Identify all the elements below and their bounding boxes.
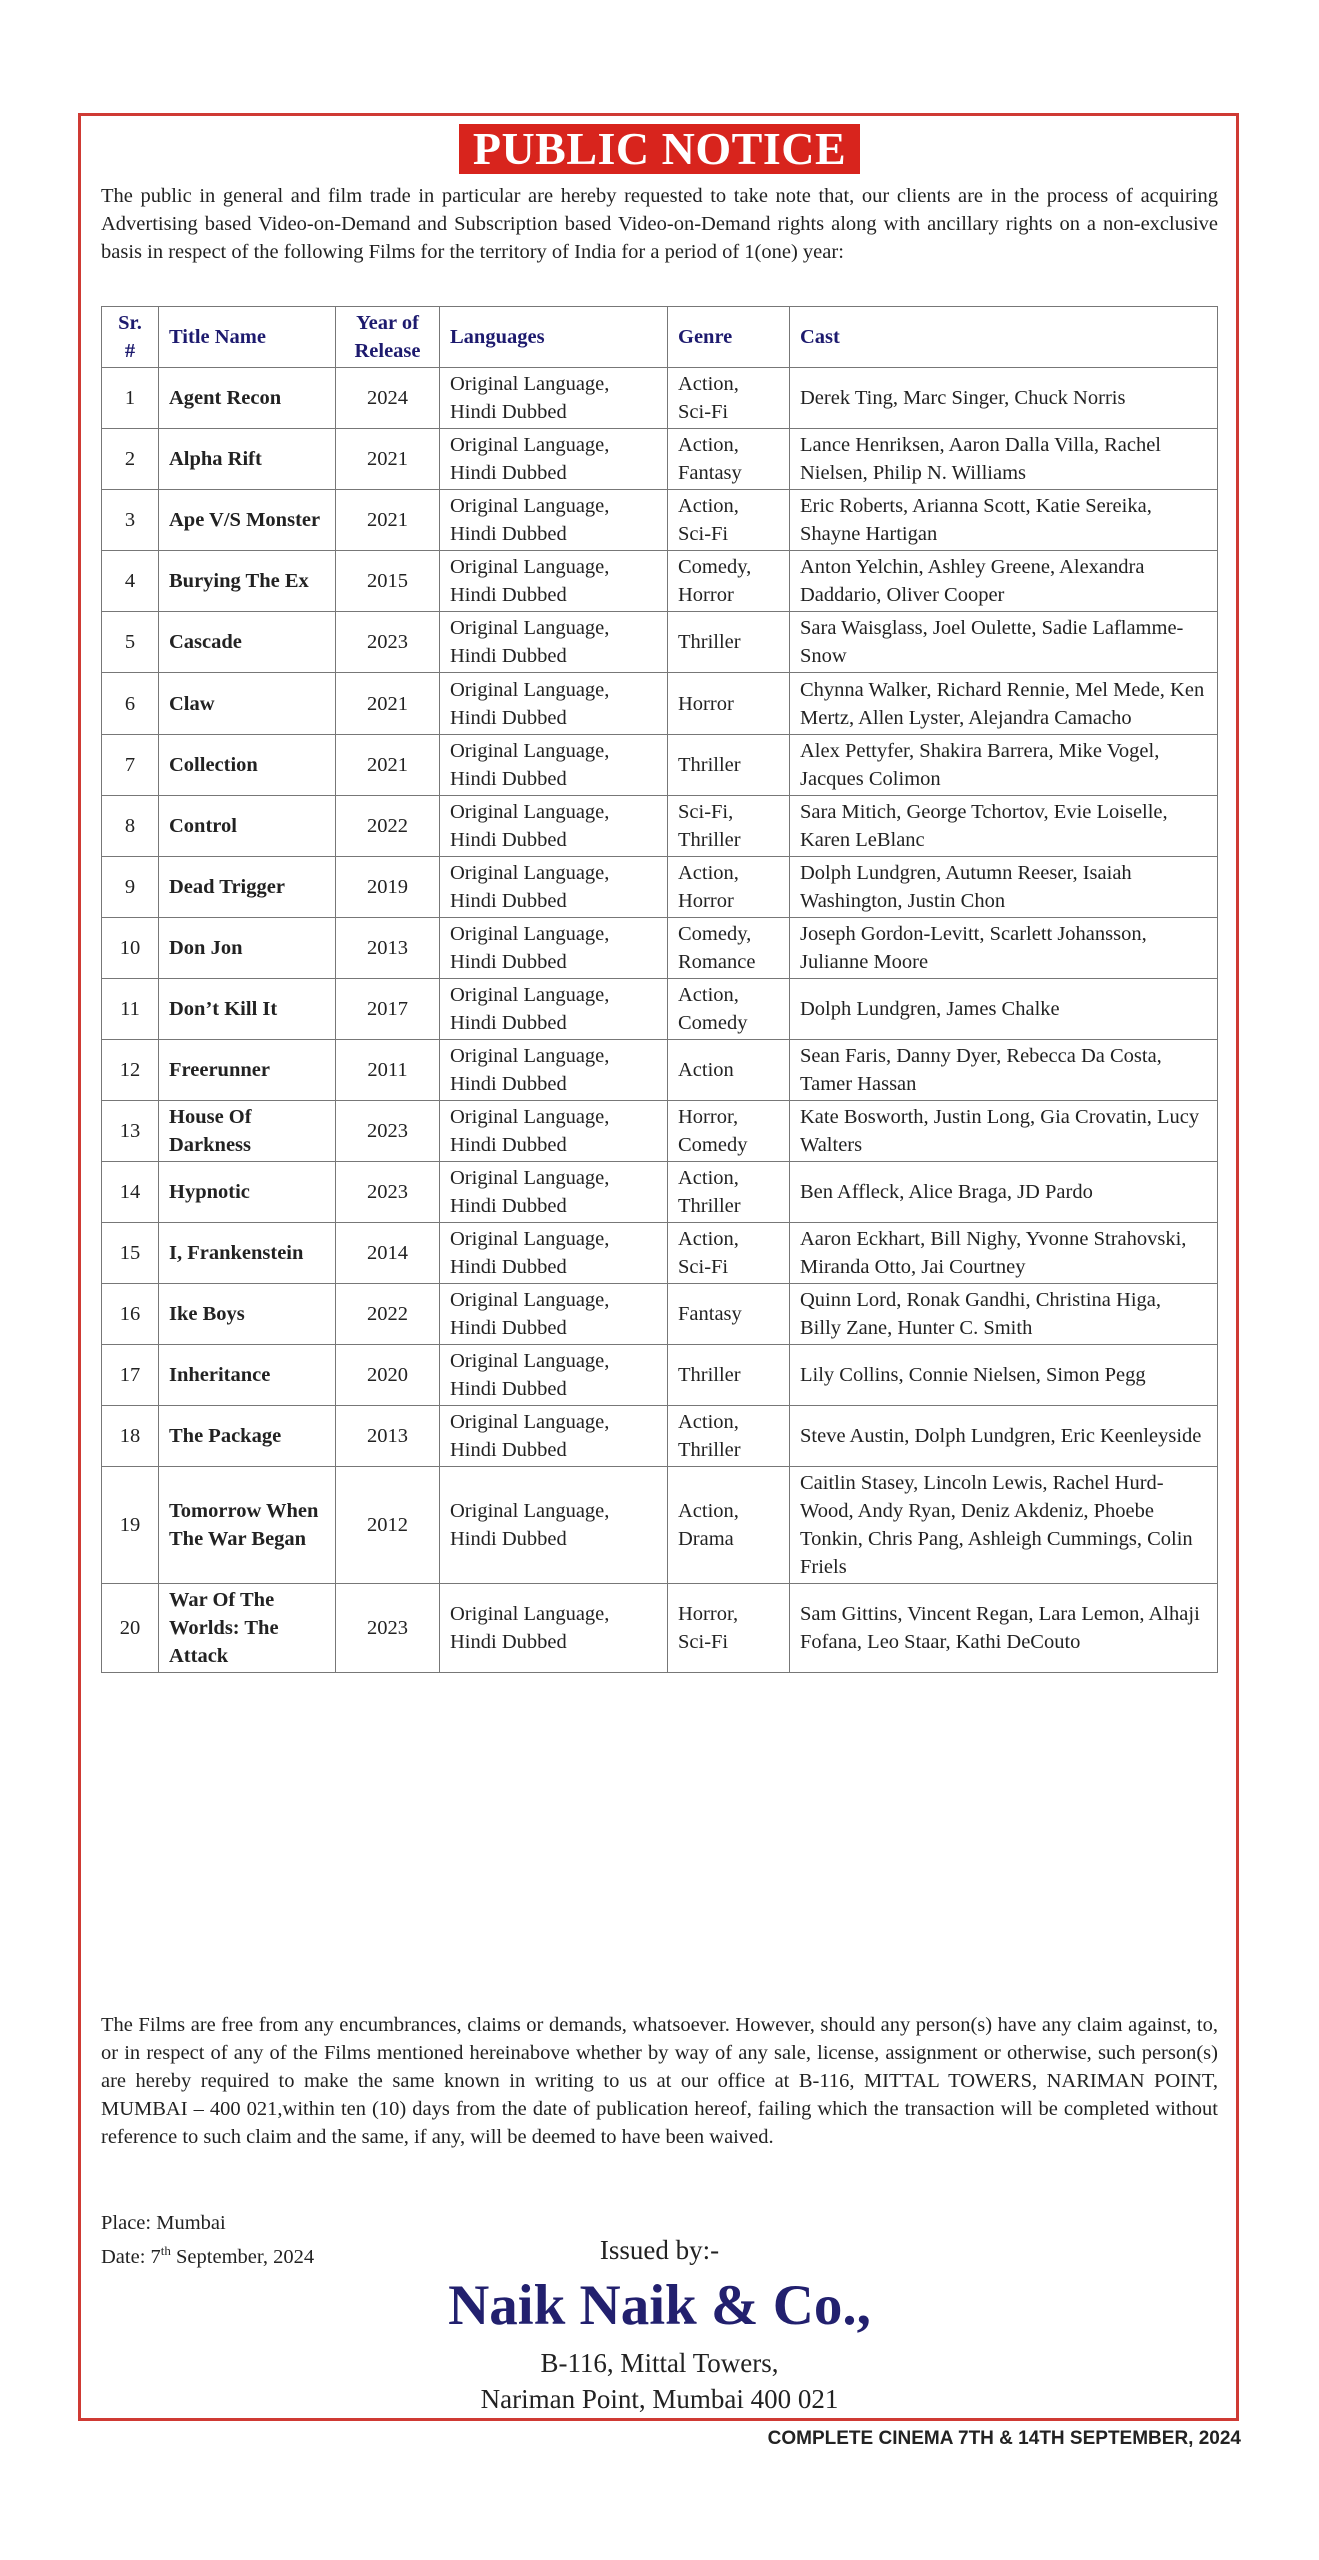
cell-year: 2023 bbox=[336, 1101, 440, 1162]
cell-cast: Anton Yelchin, Ashley Greene, Alexandra Daddario, Oliver Cooper bbox=[790, 551, 1218, 612]
cell-genre: Comedy, Horror bbox=[668, 551, 790, 612]
cell-genre: Fantasy bbox=[668, 1284, 790, 1345]
cell-year: 2014 bbox=[336, 1223, 440, 1284]
cell-sr: 5 bbox=[102, 612, 159, 673]
cell-title: Ike Boys bbox=[159, 1284, 336, 1345]
cell-cast: Sean Faris, Danny Dyer, Rebecca Da Costa, Tamer Hassan bbox=[790, 1040, 1218, 1101]
table-header-row bbox=[102, 307, 1218, 368]
cell-languages: Original Language, Hindi Dubbed bbox=[440, 857, 668, 918]
cell-year: 2013 bbox=[336, 918, 440, 979]
cell-title: Alpha Rift bbox=[159, 429, 336, 490]
cell-title: Hypnotic bbox=[159, 1162, 336, 1223]
cell-year: 2021 bbox=[336, 673, 440, 735]
table-row bbox=[102, 1223, 1218, 1284]
cell-title: Don’t Kill It bbox=[159, 979, 336, 1040]
cell-genre: Thriller bbox=[668, 735, 790, 796]
cell-sr: 16 bbox=[102, 1284, 159, 1345]
cell-year: 2023 bbox=[336, 1162, 440, 1223]
table-row bbox=[102, 1284, 1218, 1345]
cell-sr: 12 bbox=[102, 1040, 159, 1101]
cell-title: Dead Trigger bbox=[159, 857, 336, 918]
header-genre: Genre bbox=[668, 307, 790, 368]
table-row bbox=[102, 673, 1218, 735]
cell-languages: Original Language, Hindi Dubbed bbox=[440, 1223, 668, 1284]
cell-languages: Original Language, Hindi Dubbed bbox=[440, 368, 668, 429]
title-container bbox=[0, 124, 1319, 174]
cell-sr: 20 bbox=[102, 1584, 159, 1673]
cell-title: Cascade bbox=[159, 612, 336, 673]
cell-languages: Original Language, Hindi Dubbed bbox=[440, 612, 668, 673]
cell-sr: 19 bbox=[102, 1467, 159, 1584]
cell-cast: Aaron Eckhart, Bill Nighy, Yvonne Strahovski, Miranda Otto, Jai Courtney bbox=[790, 1223, 1218, 1284]
cell-title: Inheritance bbox=[159, 1345, 336, 1406]
firm-address-line1: B-116, Mittal Towers, bbox=[540, 2348, 779, 2378]
cell-cast: Kate Bosworth, Justin Long, Gia Crovatin, Lucy Walters bbox=[790, 1101, 1218, 1162]
table-row bbox=[102, 857, 1218, 918]
cell-genre: Action, Thriller bbox=[668, 1406, 790, 1467]
cell-languages: Original Language, Hindi Dubbed bbox=[440, 979, 668, 1040]
cell-year: 2013 bbox=[336, 1406, 440, 1467]
cell-sr: 8 bbox=[102, 796, 159, 857]
header-year: Year of Release bbox=[336, 307, 440, 368]
cell-sr: 9 bbox=[102, 857, 159, 918]
table-row bbox=[102, 368, 1218, 429]
cell-languages: Original Language, Hindi Dubbed bbox=[440, 490, 668, 551]
cell-year: 2022 bbox=[336, 1284, 440, 1345]
cell-sr: 11 bbox=[102, 979, 159, 1040]
table-row bbox=[102, 612, 1218, 673]
cell-languages: Original Language, Hindi Dubbed bbox=[440, 1101, 668, 1162]
cell-cast: Caitlin Stasey, Lincoln Lewis, Rachel Hurd-Wood, Andy Ryan, Deniz Akdeniz, Phoebe Tonkin, Chris Pang, Ashleigh Cummings, Colin Friels bbox=[790, 1467, 1218, 1584]
cell-title: Tomorrow When The War Began bbox=[159, 1467, 336, 1584]
intro-paragraph: The public in general and film trade in particular are hereby requested to take note that, our clients are in the process of acquiring Advertising based Video-on-Demand and Subscription based Video-on-Demand rights along with ancillary rights on a non-exclusive basis in respect of the following Films for the territory of India for a period of 1(one) year: bbox=[101, 185, 1218, 263]
cell-sr: 2 bbox=[102, 429, 159, 490]
cell-cast: Lily Collins, Connie Nielsen, Simon Pegg bbox=[790, 1345, 1218, 1406]
cell-languages: Original Language, Hindi Dubbed bbox=[440, 1162, 668, 1223]
cell-languages: Original Language, Hindi Dubbed bbox=[440, 1284, 668, 1345]
cell-sr: 4 bbox=[102, 551, 159, 612]
cell-year: 2012 bbox=[336, 1467, 440, 1584]
cell-cast: Quinn Lord, Ronak Gandhi, Christina Higa, Billy Zane, Hunter C. Smith bbox=[790, 1284, 1218, 1345]
cell-title: War Of The Worlds: The Attack bbox=[159, 1584, 336, 1673]
table-row bbox=[102, 1406, 1218, 1467]
cell-title: Agent Recon bbox=[159, 368, 336, 429]
publication-footer: COMPLETE CINEMA 7TH & 14TH SEPTEMBER, 2024 bbox=[767, 2428, 1241, 2449]
place-line: Place: Mumbai bbox=[101, 2212, 226, 2234]
cell-genre: Action, Sci-Fi bbox=[668, 1223, 790, 1284]
cell-sr: 14 bbox=[102, 1162, 159, 1223]
cell-genre: Action, Sci-Fi bbox=[668, 368, 790, 429]
cell-genre: Action, Thriller bbox=[668, 1162, 790, 1223]
table-row bbox=[102, 1162, 1218, 1223]
firm-address-line2: Nariman Point, Mumbai 400 021 bbox=[480, 2384, 839, 2414]
header-languages: Languages bbox=[440, 307, 668, 368]
cell-year: 2015 bbox=[336, 551, 440, 612]
cell-title: Claw bbox=[159, 673, 336, 735]
cell-year: 2017 bbox=[336, 979, 440, 1040]
cell-genre: Comedy, Romance bbox=[668, 918, 790, 979]
table-row bbox=[102, 551, 1218, 612]
cell-sr: 6 bbox=[102, 673, 159, 735]
cell-languages: Original Language, Hindi Dubbed bbox=[440, 1040, 668, 1101]
cell-languages: Original Language, Hindi Dubbed bbox=[440, 796, 668, 857]
cell-title: Don Jon bbox=[159, 918, 336, 979]
cell-title: Ape V/S Monster bbox=[159, 490, 336, 551]
cell-cast: Dolph Lundgren, Autumn Reeser, Isaiah Washington, Justin Chon bbox=[790, 857, 1218, 918]
cell-languages: Original Language, Hindi Dubbed bbox=[440, 1345, 668, 1406]
cell-genre: Horror, Sci-Fi bbox=[668, 1584, 790, 1673]
cell-languages: Original Language, Hindi Dubbed bbox=[440, 551, 668, 612]
table-row bbox=[102, 735, 1218, 796]
cell-title: Control bbox=[159, 796, 336, 857]
cell-languages: Original Language, Hindi Dubbed bbox=[440, 1406, 668, 1467]
films-table-body bbox=[102, 368, 1218, 1673]
cell-genre: Action bbox=[668, 1040, 790, 1101]
cell-languages: Original Language, Hindi Dubbed bbox=[440, 735, 668, 796]
cell-cast: Chynna Walker, Richard Rennie, Mel Mede, Ken Mertz, Allen Lyster, Alejandra Camacho bbox=[790, 673, 1218, 735]
cell-languages: Original Language, Hindi Dubbed bbox=[440, 918, 668, 979]
cell-cast: Eric Roberts, Arianna Scott, Katie Sereika, Shayne Hartigan bbox=[790, 490, 1218, 551]
cell-genre: Action, Fantasy bbox=[668, 429, 790, 490]
cell-cast: Alex Pettyfer, Shakira Barrera, Mike Vogel, Jacques Colimon bbox=[790, 735, 1218, 796]
cell-sr: 1 bbox=[102, 368, 159, 429]
cell-sr: 18 bbox=[102, 1406, 159, 1467]
cell-cast: Dolph Lundgren, James Chalke bbox=[790, 979, 1218, 1040]
cell-year: 2020 bbox=[336, 1345, 440, 1406]
cell-cast: Ben Affleck, Alice Braga, JD Pardo bbox=[790, 1162, 1218, 1223]
cell-year: 2022 bbox=[336, 796, 440, 857]
cell-title: The Package bbox=[159, 1406, 336, 1467]
cell-year: 2019 bbox=[336, 857, 440, 918]
cell-cast: Sam Gittins, Vincent Regan, Lara Lemon, Alhaji Fofana, Leo Staar, Kathi DeCouto bbox=[790, 1584, 1218, 1673]
cell-year: 2021 bbox=[336, 735, 440, 796]
cell-languages: Original Language, Hindi Dubbed bbox=[440, 429, 668, 490]
cell-sr: 3 bbox=[102, 490, 159, 551]
cell-genre: Sci-Fi, Thriller bbox=[668, 796, 790, 857]
cell-year: 2024 bbox=[336, 368, 440, 429]
cell-cast: Steve Austin, Dolph Lundgren, Eric Keenleyside bbox=[790, 1406, 1218, 1467]
table-row bbox=[102, 490, 1218, 551]
cell-title: I, Frankenstein bbox=[159, 1223, 336, 1284]
table-row bbox=[102, 1345, 1218, 1406]
films-table bbox=[101, 306, 1218, 1673]
cell-genre: Horror, Comedy bbox=[668, 1101, 790, 1162]
cell-year: 2023 bbox=[336, 612, 440, 673]
firm-name: Naik Naik & Co., bbox=[448, 2274, 871, 2337]
header-title: Title Name bbox=[159, 307, 336, 368]
date-line: Date: 7th September, 2024 bbox=[101, 2243, 315, 2268]
cell-cast: Joseph Gordon-Levitt, Scarlett Johansson, Julianne Moore bbox=[790, 918, 1218, 979]
closing-paragraph: The Films are free from any encumbrances, claims or demands, whatsoever. However, should any person(s) have any claim against, to, or in respect of any of the Films mentioned hereinabove whether by way of any sale, license, assignment or otherwise, such person(s) are hereby required to make the same known in writing to us at our office at B-116, MITTAL TOWERS, NARIMAN POINT, MUMBAI – 400 021,within ten (10) days from the date of publication hereof, failing which the transaction will be completed without reference to such claim and the same, if any, will be deemed to have been waived. bbox=[101, 2014, 1218, 2148]
cell-year: 2021 bbox=[336, 429, 440, 490]
cell-genre: Action, Comedy bbox=[668, 979, 790, 1040]
header-sr: Sr. # bbox=[102, 307, 159, 368]
cell-sr: 10 bbox=[102, 918, 159, 979]
cell-languages: Original Language, Hindi Dubbed bbox=[440, 673, 668, 735]
issued-by-label: Issued by:- bbox=[599, 2235, 720, 2265]
cell-sr: 17 bbox=[102, 1345, 159, 1406]
cell-title: House Of Darkness bbox=[159, 1101, 336, 1162]
cell-languages: Original Language, Hindi Dubbed bbox=[440, 1584, 668, 1673]
cell-cast: Sara Mitich, George Tchortov, Evie Loiselle, Karen LeBlanc bbox=[790, 796, 1218, 857]
table-row bbox=[102, 1101, 1218, 1162]
cell-year: 2021 bbox=[336, 490, 440, 551]
table-row bbox=[102, 1467, 1218, 1584]
table-row bbox=[102, 429, 1218, 490]
notice-title: PUBLIC NOTICE bbox=[459, 124, 860, 174]
cell-title: Collection bbox=[159, 735, 336, 796]
cell-year: 2023 bbox=[336, 1584, 440, 1673]
header-cast: Cast bbox=[790, 307, 1218, 368]
cell-genre: Action, Drama bbox=[668, 1467, 790, 1584]
cell-genre: Thriller bbox=[668, 1345, 790, 1406]
cell-sr: 7 bbox=[102, 735, 159, 796]
cell-sr: 13 bbox=[102, 1101, 159, 1162]
cell-genre: Action, Horror bbox=[668, 857, 790, 918]
cell-genre: Horror bbox=[668, 673, 790, 735]
cell-title: Burying The Ex bbox=[159, 551, 336, 612]
table-row bbox=[102, 979, 1218, 1040]
table-row bbox=[102, 796, 1218, 857]
table-row bbox=[102, 918, 1218, 979]
cell-sr: 15 bbox=[102, 1223, 159, 1284]
table-row bbox=[102, 1584, 1218, 1673]
table-row bbox=[102, 1040, 1218, 1101]
cell-genre: Action, Sci-Fi bbox=[668, 490, 790, 551]
cell-year: 2011 bbox=[336, 1040, 440, 1101]
cell-title: Freerunner bbox=[159, 1040, 336, 1101]
cell-cast: Lance Henriksen, Aaron Dalla Villa, Rachel Nielsen, Philip N. Williams bbox=[790, 429, 1218, 490]
cell-languages: Original Language, Hindi Dubbed bbox=[440, 1467, 668, 1584]
cell-cast: Sara Waisglass, Joel Oulette, Sadie Laflamme-Snow bbox=[790, 612, 1218, 673]
cell-cast: Derek Ting, Marc Singer, Chuck Norris bbox=[790, 368, 1218, 429]
cell-genre: Thriller bbox=[668, 612, 790, 673]
